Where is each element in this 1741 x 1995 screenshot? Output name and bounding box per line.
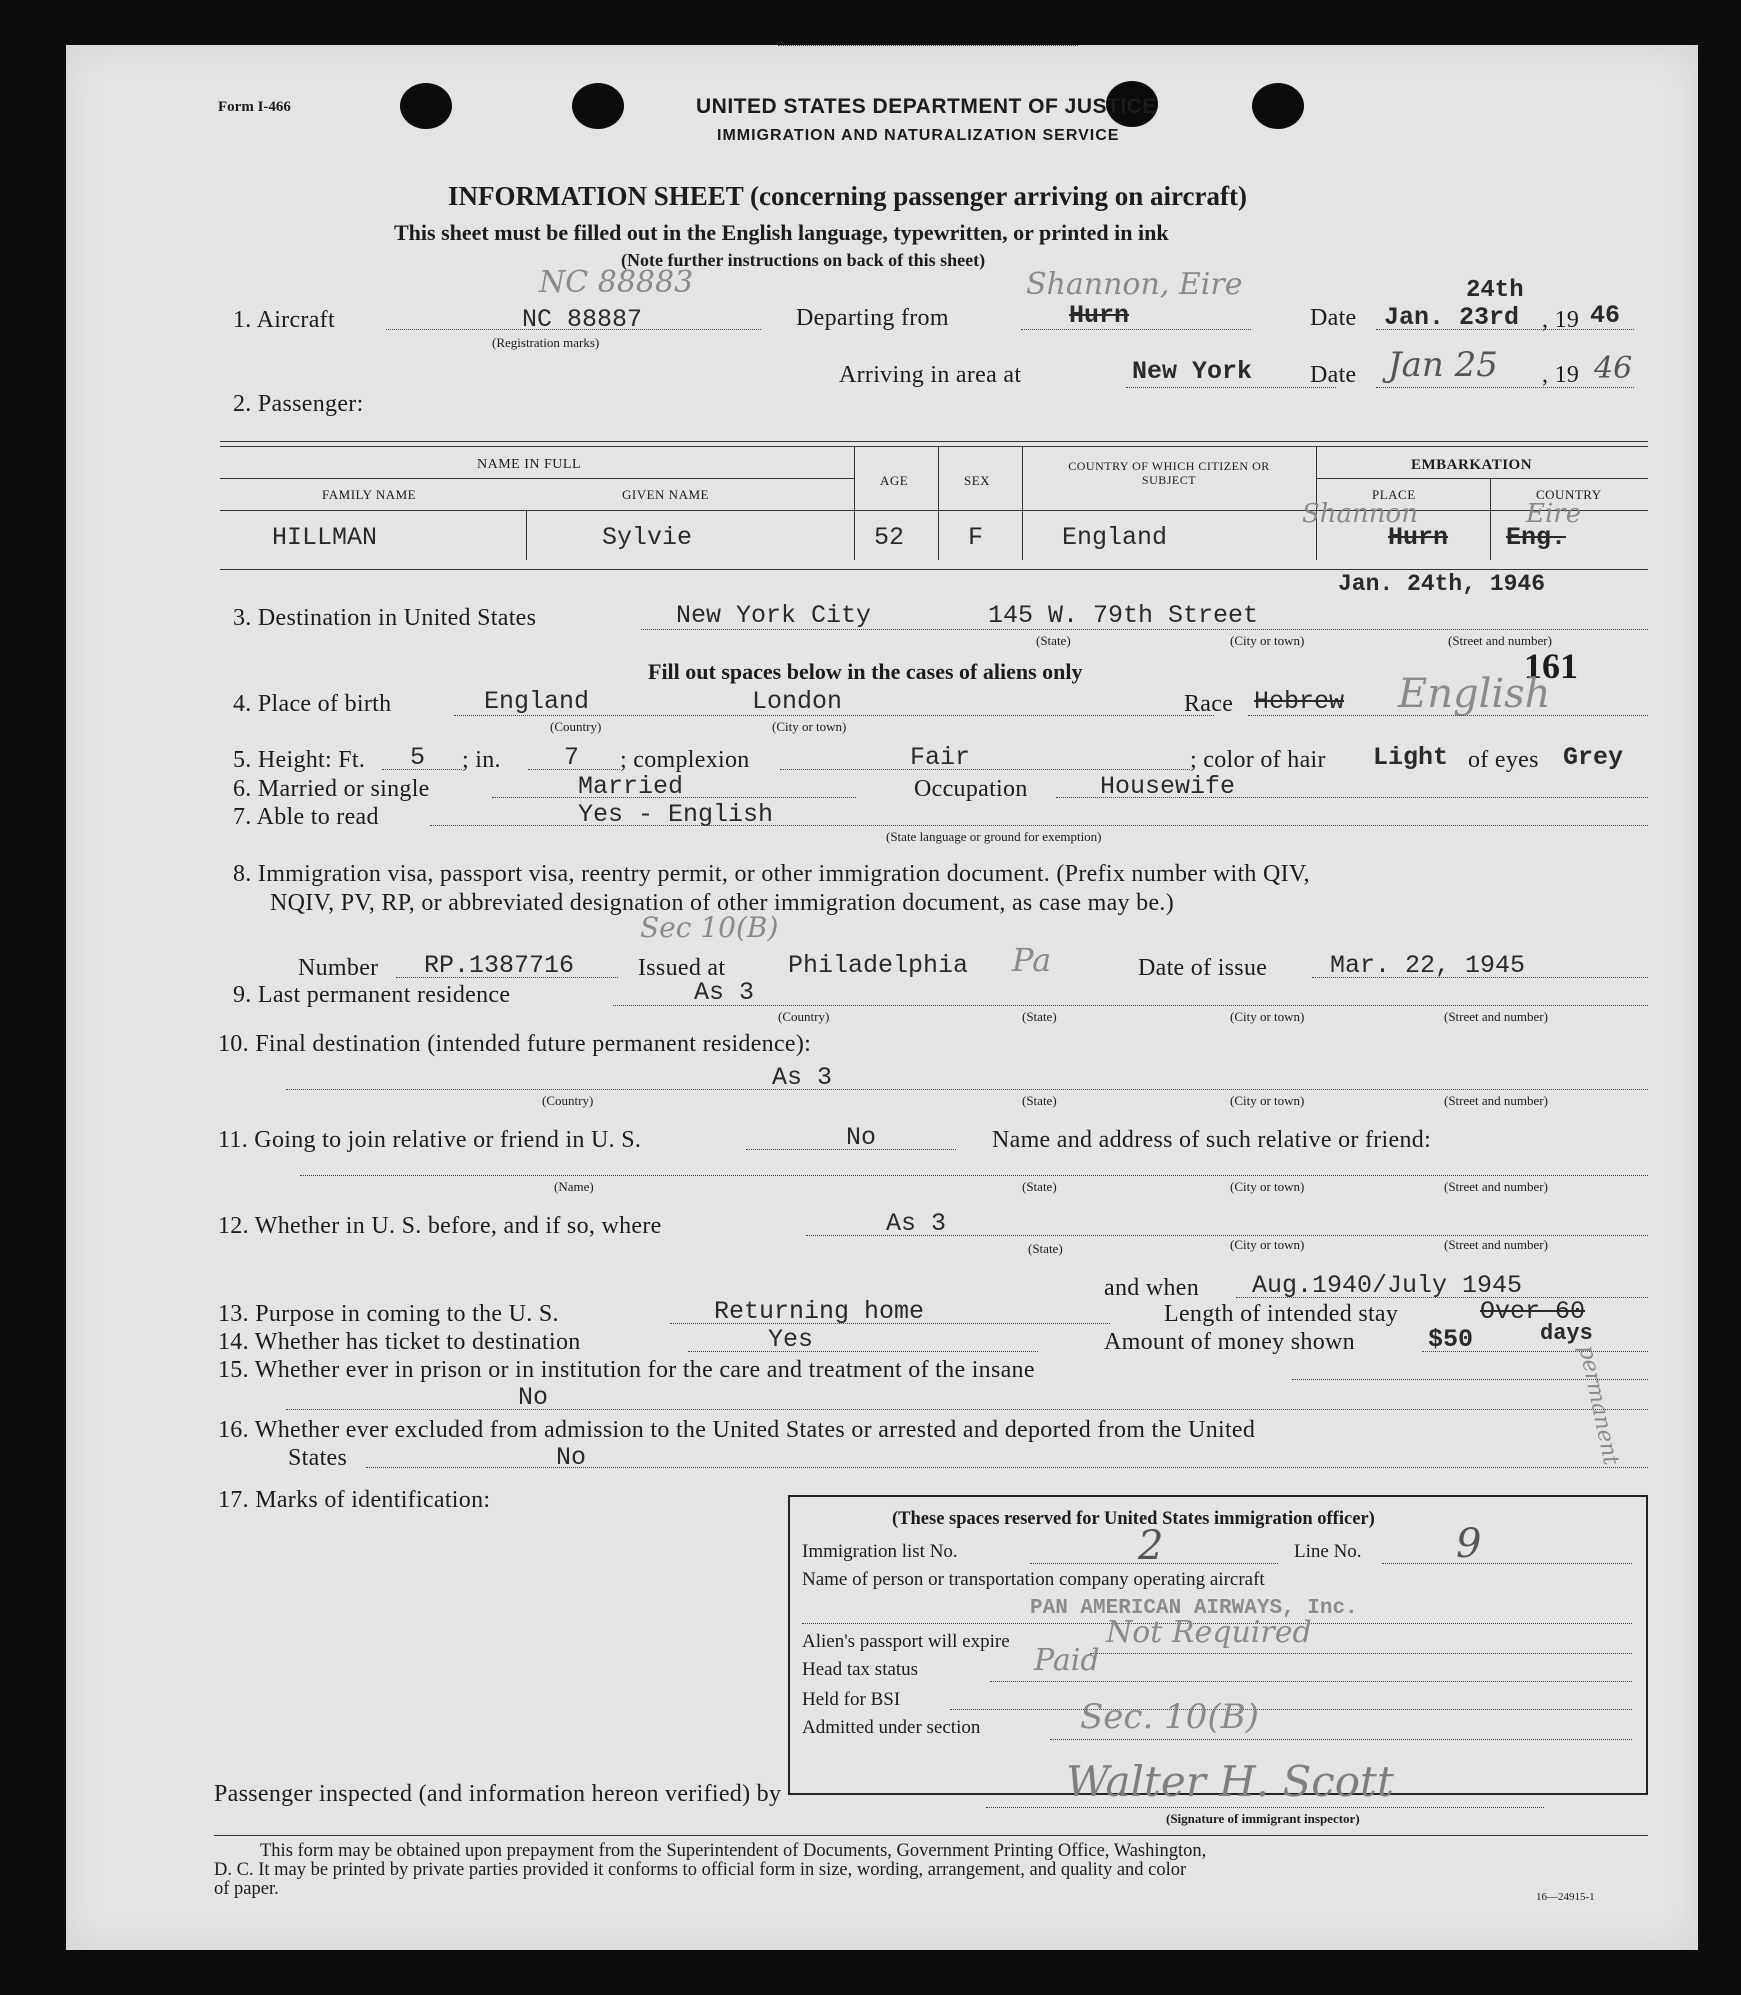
instructions-note: (Note further instructions on back of this sheet) xyxy=(621,250,986,270)
expire-label: Alien's passport will expire xyxy=(802,1631,1010,1652)
issue-date-value: Mar. 22, 1945 xyxy=(1330,951,1526,980)
departing-value: Hurn xyxy=(1069,301,1130,330)
relative-address-line xyxy=(300,1175,1648,1176)
height-label: 5. Height: Ft. xyxy=(233,747,366,773)
year-value: 46 xyxy=(1590,301,1621,330)
money-value: $50 xyxy=(1428,1325,1474,1354)
hair-value: Light xyxy=(1373,743,1449,772)
doc-number-line xyxy=(396,977,618,978)
arriving-label: Arriving in area at xyxy=(839,362,1022,388)
excluded-value: No xyxy=(556,1443,587,1472)
table-divider xyxy=(526,510,527,560)
height-in-line xyxy=(528,769,620,770)
bsi-label: Held for BSI xyxy=(802,1689,901,1710)
date-value: Jan. 23rd xyxy=(1384,303,1520,332)
stay-days: days xyxy=(1540,1321,1593,1346)
punch-hole xyxy=(572,83,624,129)
caption-country: (Country) xyxy=(778,1009,830,1024)
country2-header: COUNTRY xyxy=(1536,487,1602,502)
table-divider xyxy=(854,446,855,560)
embarkation-rule xyxy=(1316,478,1648,479)
relative-name-label: Name and address of such relative or friend: xyxy=(992,1127,1432,1153)
previous-visit-line xyxy=(806,1235,1648,1236)
line-no-label: Line No. xyxy=(1294,1541,1362,1562)
caption-city: (City or town) xyxy=(1230,1009,1305,1024)
table-top-rule xyxy=(220,441,1648,442)
name-in-full-header: NAME IN FULL xyxy=(477,457,581,472)
age-value: 52 xyxy=(874,523,905,552)
birthplace-line xyxy=(454,715,1214,716)
complexion-label: ; complexion xyxy=(620,747,750,773)
year2-handwritten: 46 xyxy=(1594,351,1633,386)
place-value: Hurn xyxy=(1388,523,1449,552)
table-header-rule xyxy=(220,510,1648,511)
caption-country: (Country) xyxy=(542,1093,594,1108)
identification-label: 17. Marks of identification: xyxy=(218,1487,491,1513)
signature-caption: (Signature of immigrant inspector) xyxy=(1166,1811,1360,1826)
eyes-label: of eyes xyxy=(1468,747,1539,773)
race-value: Hebrew xyxy=(1254,687,1345,716)
join-relative-value: No xyxy=(846,1123,877,1152)
hair-label: ; color of hair xyxy=(1190,747,1326,773)
punch-hole xyxy=(400,83,452,129)
excluded-label-2: States xyxy=(288,1445,348,1471)
destination-label: 3. Destination in United States xyxy=(233,605,537,631)
aircraft-label: 1. Aircraft xyxy=(233,307,335,333)
excluded-label-1: 16. Whether ever excluded from admission to the United States or arrested and deported from the United xyxy=(218,1417,1256,1443)
line-no-line xyxy=(1382,1563,1632,1564)
year-prefix: , 19 xyxy=(1542,307,1580,333)
form-sheet xyxy=(66,45,1698,1950)
signature-line xyxy=(986,1807,1544,1808)
caption-state: (State) xyxy=(1022,1009,1057,1024)
aliens-only-heading: Fill out spaces below in the cases of aliens only xyxy=(648,659,1083,684)
ticket-line xyxy=(688,1351,1038,1352)
registration-caption: (Registration marks) xyxy=(492,335,600,350)
page-title: INFORMATION SHEET (concerning passenger arriving on aircraft) xyxy=(448,181,1247,211)
occupation-label: Occupation xyxy=(914,776,1028,802)
caption-state: (State) xyxy=(1028,1241,1063,1256)
section-line xyxy=(1050,1739,1632,1740)
list-no-label: Immigration list No. xyxy=(802,1541,958,1562)
prison-line-2 xyxy=(286,1409,1648,1410)
read-caption: (State language or ground for exemption) xyxy=(886,829,1102,844)
residence-line xyxy=(613,1005,1648,1006)
caption-street: (Street and number) xyxy=(1448,633,1552,648)
list-no-handwritten: 2 xyxy=(1138,1523,1164,1569)
stamp-number: 161 xyxy=(1524,646,1578,686)
height-ft: 5 xyxy=(410,743,426,772)
date2-handwritten: Jan 25 xyxy=(1388,345,1498,385)
section-label: Admitted under section xyxy=(802,1717,981,1738)
ticket-label: 14. Whether has ticket to destination xyxy=(218,1329,581,1355)
join-relative-label: 11. Going to join relative or friend in U. S. xyxy=(218,1127,642,1153)
destination-street: 145 W. 79th Street xyxy=(988,601,1259,630)
doc-number-label: Number xyxy=(298,955,379,981)
family-name-header: FAMILY NAME xyxy=(322,487,417,502)
race-handwritten: English xyxy=(1398,671,1551,717)
destination-city: New York City xyxy=(676,601,872,630)
section-handwritten: Sec. 10(B) xyxy=(1080,1697,1259,1737)
subtitle: This sheet must be filled out in the English language, typewritten, or printed in ink xyxy=(394,220,1169,245)
issued-line xyxy=(778,45,1078,46)
residence-value: As 3 xyxy=(694,978,755,1007)
given-name-value: Sylvie xyxy=(602,523,693,552)
height-in: 7 xyxy=(564,743,580,772)
prison-line xyxy=(1292,1379,1648,1380)
given-name-header: GIVEN NAME xyxy=(622,487,709,502)
year2-prefix: , 19 xyxy=(1542,362,1580,388)
stay-handwritten: permanent xyxy=(1573,1343,1624,1468)
tax-handwritten: Paid xyxy=(1034,1643,1100,1678)
prison-value: No xyxy=(518,1383,549,1412)
emb-country-handwritten: Eire xyxy=(1526,499,1582,529)
footer-line-2: D. C. It may be printed by private parties provided it conforms to official form in size, wording, arrangement, and quality and color xyxy=(214,1860,1187,1880)
read-value: Yes - English xyxy=(578,800,774,829)
inspected-label: Passenger inspected (and information hereon verified) by xyxy=(214,1781,782,1807)
residence-label: 9. Last permanent residence xyxy=(233,982,511,1008)
caption-street: (Street and number) xyxy=(1444,1237,1548,1252)
birthplace-label: 4. Place of birth xyxy=(233,691,392,717)
final-destination-label: 10. Final destination (intended future permanent residence): xyxy=(218,1031,812,1057)
birth-country: England xyxy=(484,687,590,716)
complexion-line xyxy=(780,769,1190,770)
race-line xyxy=(1248,715,1648,716)
expire-line xyxy=(1090,1653,1632,1654)
departing-line xyxy=(1021,329,1251,330)
doc-number-value: RP.1387716 xyxy=(424,951,575,980)
purpose-line xyxy=(670,1323,1110,1324)
prison-label: 15. Whether ever in prison or in institution for the care and treatment of the insane xyxy=(218,1357,1035,1383)
occupation-value: Housewife xyxy=(1100,772,1236,801)
caption-street: (Street and number) xyxy=(1444,1093,1548,1108)
race-label: Race xyxy=(1184,691,1234,717)
ticket-value: Yes xyxy=(768,1325,814,1354)
emb-country-value: Eng. xyxy=(1506,523,1567,552)
date-over: 24th xyxy=(1466,277,1524,304)
issued-value: Philadelphia xyxy=(788,951,969,980)
inspector-signature: Walter H. Scott xyxy=(1066,1757,1394,1806)
previous-visit-value: As 3 xyxy=(886,1209,947,1238)
caption-state: (State) xyxy=(1036,633,1071,648)
bsi-line xyxy=(950,1709,1632,1710)
money-line xyxy=(1422,1351,1648,1352)
marital-value: Married xyxy=(578,772,684,801)
stay-label: Length of intended stay xyxy=(1164,1301,1399,1327)
date2-label: Date xyxy=(1310,362,1357,388)
inches-label: ; in. xyxy=(462,747,501,773)
company-value: PAN AMERICAN AIRWAYS, Inc. xyxy=(1030,1597,1358,1620)
read-line xyxy=(430,825,1648,826)
document-handwritten: Sec 10(B) xyxy=(640,911,779,944)
marital-label: 6. Married or single xyxy=(233,776,430,802)
country-header: COUNTRY OF WHICH CITIZEN OR SUBJECT xyxy=(1068,459,1270,487)
document-label-2: NQIV, PV, RP, or abbreviated designation of other immigration document, as case may be.) xyxy=(270,890,1175,916)
excluded-line xyxy=(366,1467,1648,1468)
footer-line-3: of paper. xyxy=(214,1879,279,1899)
departing-label: Departing from xyxy=(796,305,949,331)
previous-visit-label: 12. Whether in U. S. before, and if so, where xyxy=(218,1213,662,1239)
caption-city: (City or town) xyxy=(1230,1179,1305,1194)
date2-line xyxy=(1376,387,1634,388)
citizen-country-value: England xyxy=(1062,523,1168,552)
aircraft-handwritten: NC 88883 xyxy=(539,265,694,300)
final-destination-value: As 3 xyxy=(772,1063,833,1092)
when-label: and when xyxy=(1104,1275,1200,1301)
print-code: 16—24915-1 xyxy=(1536,1891,1595,1903)
footer-rule xyxy=(214,1835,1648,1836)
height-ft-line xyxy=(382,769,462,770)
caption-state: (State) xyxy=(1022,1179,1057,1194)
departing-handwritten: Shannon, Eire xyxy=(1026,267,1243,302)
money-label: Amount of money shown xyxy=(1104,1329,1355,1355)
officer-box xyxy=(788,1495,1648,1795)
passenger-label: 2. Passenger: xyxy=(233,391,364,417)
issue-date-label: Date of issue xyxy=(1138,955,1268,981)
issue-date-line xyxy=(1312,977,1648,978)
when-value: Aug.1940/July 1945 xyxy=(1252,1271,1523,1300)
sex-value: F xyxy=(968,523,984,552)
complexion-value: Fair xyxy=(910,743,971,772)
destination-date-note: Jan. 24th, 1946 xyxy=(1338,571,1546,597)
aircraft-value: NC 88887 xyxy=(522,305,643,334)
birth-city: London xyxy=(752,687,843,716)
arriving-value: New York xyxy=(1132,357,1253,386)
department-heading: UNITED STATES DEPARTMENT OF JUSTICE xyxy=(696,95,1157,118)
eyes-value: Grey xyxy=(1563,743,1624,772)
date-label: Date xyxy=(1310,305,1357,331)
caption-city: (City or town) xyxy=(772,719,847,734)
document-label-1: 8. Immigration visa, passport visa, reentry permit, or other immigration document. (Prefix number with QIV, xyxy=(233,861,1310,887)
date-line xyxy=(1376,329,1634,330)
place-handwritten: Shannon xyxy=(1302,499,1418,529)
place-header: PLACE xyxy=(1372,487,1416,502)
issued-label: Issued at xyxy=(638,955,726,981)
arriving-line xyxy=(1126,387,1336,388)
sex-header: SEX xyxy=(964,473,991,488)
name-header-rule xyxy=(220,478,854,479)
line-no-handwritten: 9 xyxy=(1456,1521,1482,1567)
caption-city: (City or town) xyxy=(1230,1237,1305,1252)
family-name-value: HILLMAN xyxy=(272,523,378,552)
punch-hole xyxy=(1252,83,1304,129)
table-top-rule-2 xyxy=(220,446,1648,447)
caption-state: (State) xyxy=(1022,1093,1057,1108)
final-destination-line xyxy=(286,1089,1648,1090)
officer-box-header: (These spaces reserved for United States immigration officer) xyxy=(892,1509,1375,1529)
caption-city: (City or town) xyxy=(1230,633,1305,648)
issued-handwritten: Pa xyxy=(1012,941,1052,979)
join-relative-line xyxy=(746,1149,956,1150)
caption-country: (Country) xyxy=(550,719,602,734)
table-divider xyxy=(938,446,939,560)
caption-name: (Name) xyxy=(554,1179,594,1194)
age-header: AGE xyxy=(880,473,909,488)
form-number: Form I-466 xyxy=(218,99,291,115)
tax-label: Head tax status xyxy=(802,1659,919,1680)
caption-street: (Street and number) xyxy=(1444,1009,1548,1024)
read-label: 7. Able to read xyxy=(233,804,379,830)
service-heading: IMMIGRATION AND NATURALIZATION SERVICE xyxy=(717,127,1120,144)
caption-street: (Street and number) xyxy=(1444,1179,1548,1194)
table-bottom-rule xyxy=(220,569,1648,570)
company-label: Name of person or transportation company operating aircraft xyxy=(802,1569,1265,1590)
stay-value: Over 60 xyxy=(1480,1297,1586,1326)
marital-line xyxy=(492,797,856,798)
purpose-label: 13. Purpose in coming to the U. S. xyxy=(218,1301,559,1327)
table-divider xyxy=(1022,446,1023,560)
table-divider xyxy=(1490,478,1491,560)
tax-line xyxy=(990,1681,1632,1682)
footer-line-1: This form may be obtained upon prepayment from the Superintendent of Documents, Government Printing Office, Washington, xyxy=(260,1841,1207,1861)
caption-city: (City or town) xyxy=(1230,1093,1305,1108)
purpose-value: Returning home xyxy=(714,1297,925,1326)
when-line xyxy=(1236,1297,1648,1298)
expire-handwritten: Not Required xyxy=(1106,1615,1312,1650)
destination-line xyxy=(641,629,1648,630)
occupation-line xyxy=(1056,797,1648,798)
embarkation-header: EMBARKATION xyxy=(1411,457,1533,473)
